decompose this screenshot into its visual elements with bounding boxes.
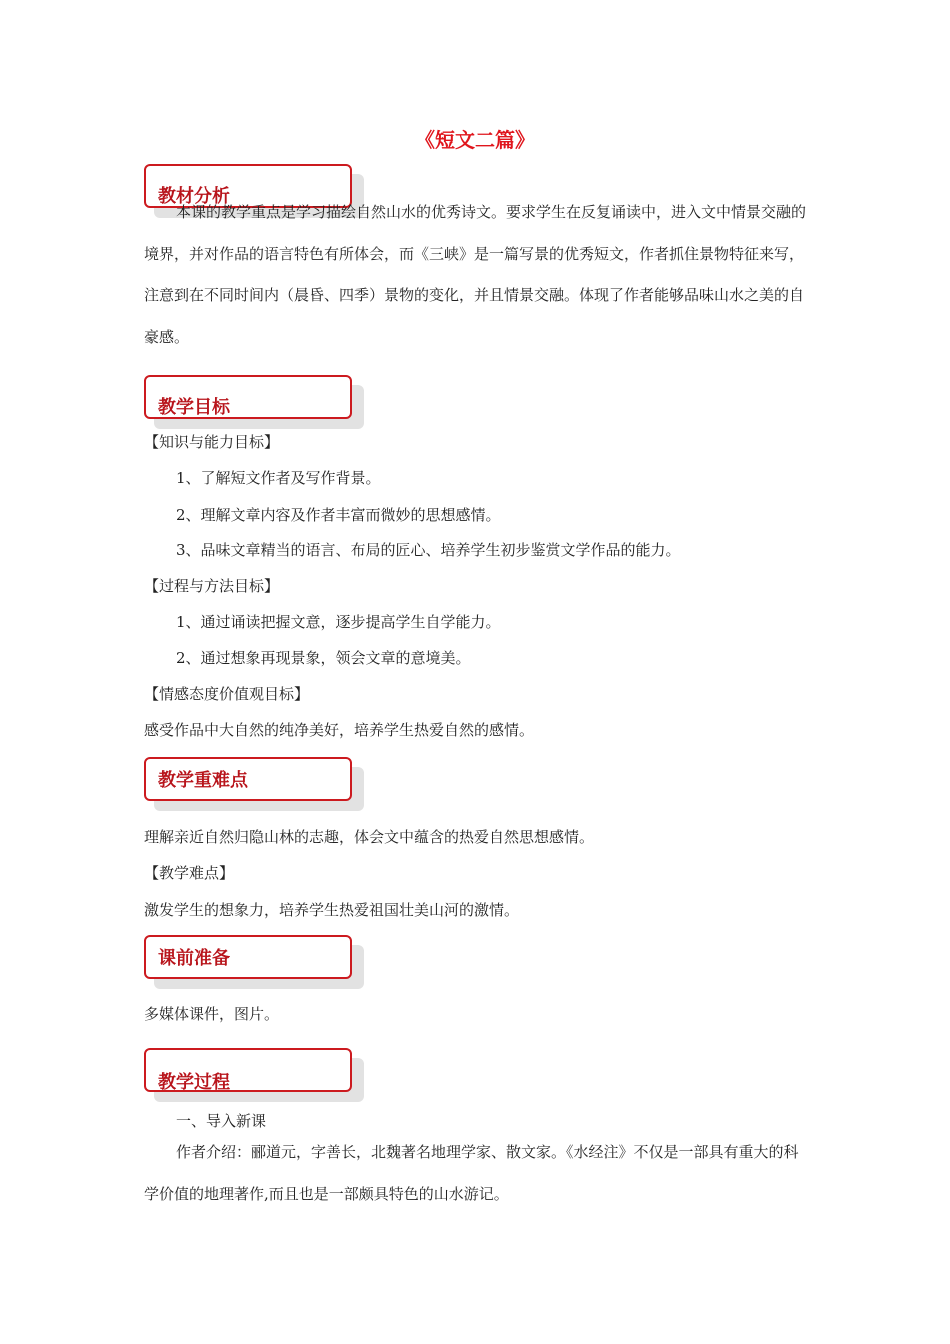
knowledge-goal-item: 2、理解文章内容及作者丰富而微妙的思想感情。: [176, 506, 501, 524]
process-goal-item: 1、通过诵读把握文意，逐步提高学生自学能力。: [176, 613, 501, 631]
key-point-text: 理解亲近自然归隐山林的志趣，体会文中蕴含的热爱自然思想感情。: [144, 828, 595, 846]
knowledge-goal-item: 3、品味文章精当的语言、布局的匠心、培养学生初步鉴赏文学作品的能力。: [176, 541, 681, 559]
section-header-preparation: [144, 935, 352, 979]
knowledge-goals-label: 【知识与能力目标】: [144, 433, 280, 451]
section-header-label: 课前准备: [158, 948, 230, 969]
section-header-key-points: [144, 757, 352, 801]
section-header-label: 教学重难点: [158, 770, 248, 791]
section-header-label: 教学过程: [158, 1072, 230, 1093]
section-header-process: [144, 1048, 352, 1092]
difficult-point-text: 激发学生的想象力，培养学生热爱祖国壮美山河的激情。: [144, 901, 520, 919]
section-header-goals: [144, 375, 352, 419]
author-intro-paragraph: 作者介绍：郦道元，字善长，北魏著名地理学家、散文家。《水经注》不仅是一部具有重大的科学价值的地理著作,而且也是一部颇具特色的山水游记。: [144, 1143, 799, 1203]
analysis-paragraph: 本课的教学重点是学习描绘自然山水的优秀诗文。要求学生在反复诵读中，进入文中情景交融的境界，并对作品的语言特色有所体会，而《三峡》是一篇写景的优秀短文，作者抓住景物特征来写，注意到在不同时间内（晨昏、四季）景物的变化，并且情景交融。体现了作者能够品味山水之美的自豪感。: [144, 203, 807, 346]
preparation-text: 多媒体课件，图片。: [144, 1005, 280, 1023]
process-goal-item: 2、通过想象再现景象，领会文章的意境美。: [176, 649, 471, 667]
section-header-label: 教材分析: [158, 186, 230, 207]
emotion-goals-label: 【情感态度价值观目标】: [144, 685, 310, 703]
process-goals-label: 【过程与方法目标】: [144, 577, 280, 595]
emotion-goal-text: 感受作品中大自然的纯净美好，培养学生热爱自然的感情。: [144, 721, 535, 739]
knowledge-goal-item: 1、了解短文作者及写作背景。: [176, 469, 381, 487]
document-title: 《短文二篇》: [415, 128, 535, 152]
section-header-label: 教学目标: [158, 397, 230, 418]
difficult-point-label: 【教学难点】: [144, 864, 235, 882]
process-step-heading: 一、导入新课: [176, 1112, 267, 1130]
